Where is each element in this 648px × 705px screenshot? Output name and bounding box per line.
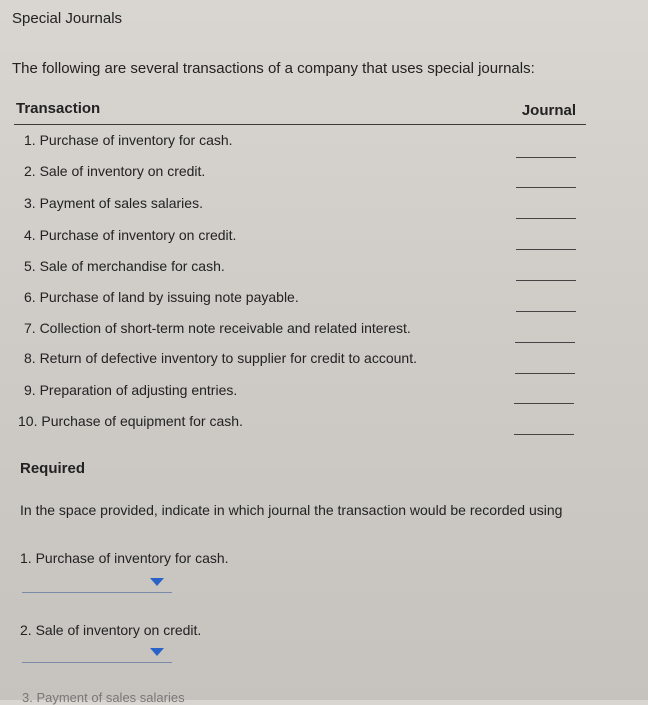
journal-blank bbox=[515, 373, 575, 374]
transaction-row: 9. Preparation of adjusting entries. bbox=[24, 382, 238, 398]
header-journal: Journal bbox=[521, 102, 576, 119]
transaction-row: 4. Purchase of inventory on credit. bbox=[24, 227, 237, 243]
journal-blank bbox=[516, 187, 576, 188]
intro-text: The following are several transactions of a company that uses special journals: bbox=[12, 60, 535, 77]
transaction-row: 5. Sale of merchandise for cash. bbox=[24, 258, 225, 274]
journal-blank bbox=[514, 434, 574, 435]
transaction-row: 1. Purchase of inventory for cash. bbox=[24, 132, 233, 148]
caret-down-icon bbox=[150, 578, 164, 586]
journal-blank bbox=[516, 157, 576, 158]
question-label: 2. Sale of inventory on credit. bbox=[20, 622, 202, 638]
journal-blank bbox=[516, 311, 576, 312]
journal-blank bbox=[514, 403, 574, 404]
transaction-row: 2. Sale of inventory on credit. bbox=[24, 163, 206, 179]
transaction-row: 7. Collection of short-term note receivable and related interest. bbox=[24, 320, 411, 336]
header-transaction: Transaction bbox=[16, 100, 101, 117]
journal-select[interactable] bbox=[22, 646, 172, 663]
instruction-text: In the space provided, indicate in which journal the transaction would be recorded using bbox=[20, 502, 563, 518]
journal-blank bbox=[516, 218, 576, 219]
transaction-row: 10. Purchase of equipment for cash. bbox=[18, 413, 243, 429]
journal-select[interactable] bbox=[22, 576, 172, 593]
journal-blank bbox=[515, 342, 575, 343]
journal-blank bbox=[516, 249, 576, 250]
required-heading: Required bbox=[20, 460, 86, 477]
transaction-row: 6. Purchase of land by issuing note payable. bbox=[24, 289, 299, 305]
transaction-row: 3. Payment of sales salaries. bbox=[24, 195, 203, 211]
page-title: Special Journals bbox=[12, 10, 123, 27]
question-label: 1. Purchase of inventory for cash. bbox=[20, 550, 229, 566]
transaction-row: 8. Return of defective inventory to supplier for credit to account. bbox=[24, 350, 417, 366]
question-label: 3. Payment of sales salaries bbox=[22, 690, 185, 705]
caret-down-icon bbox=[150, 648, 164, 656]
journal-blank bbox=[516, 280, 576, 281]
header-divider bbox=[14, 124, 586, 125]
